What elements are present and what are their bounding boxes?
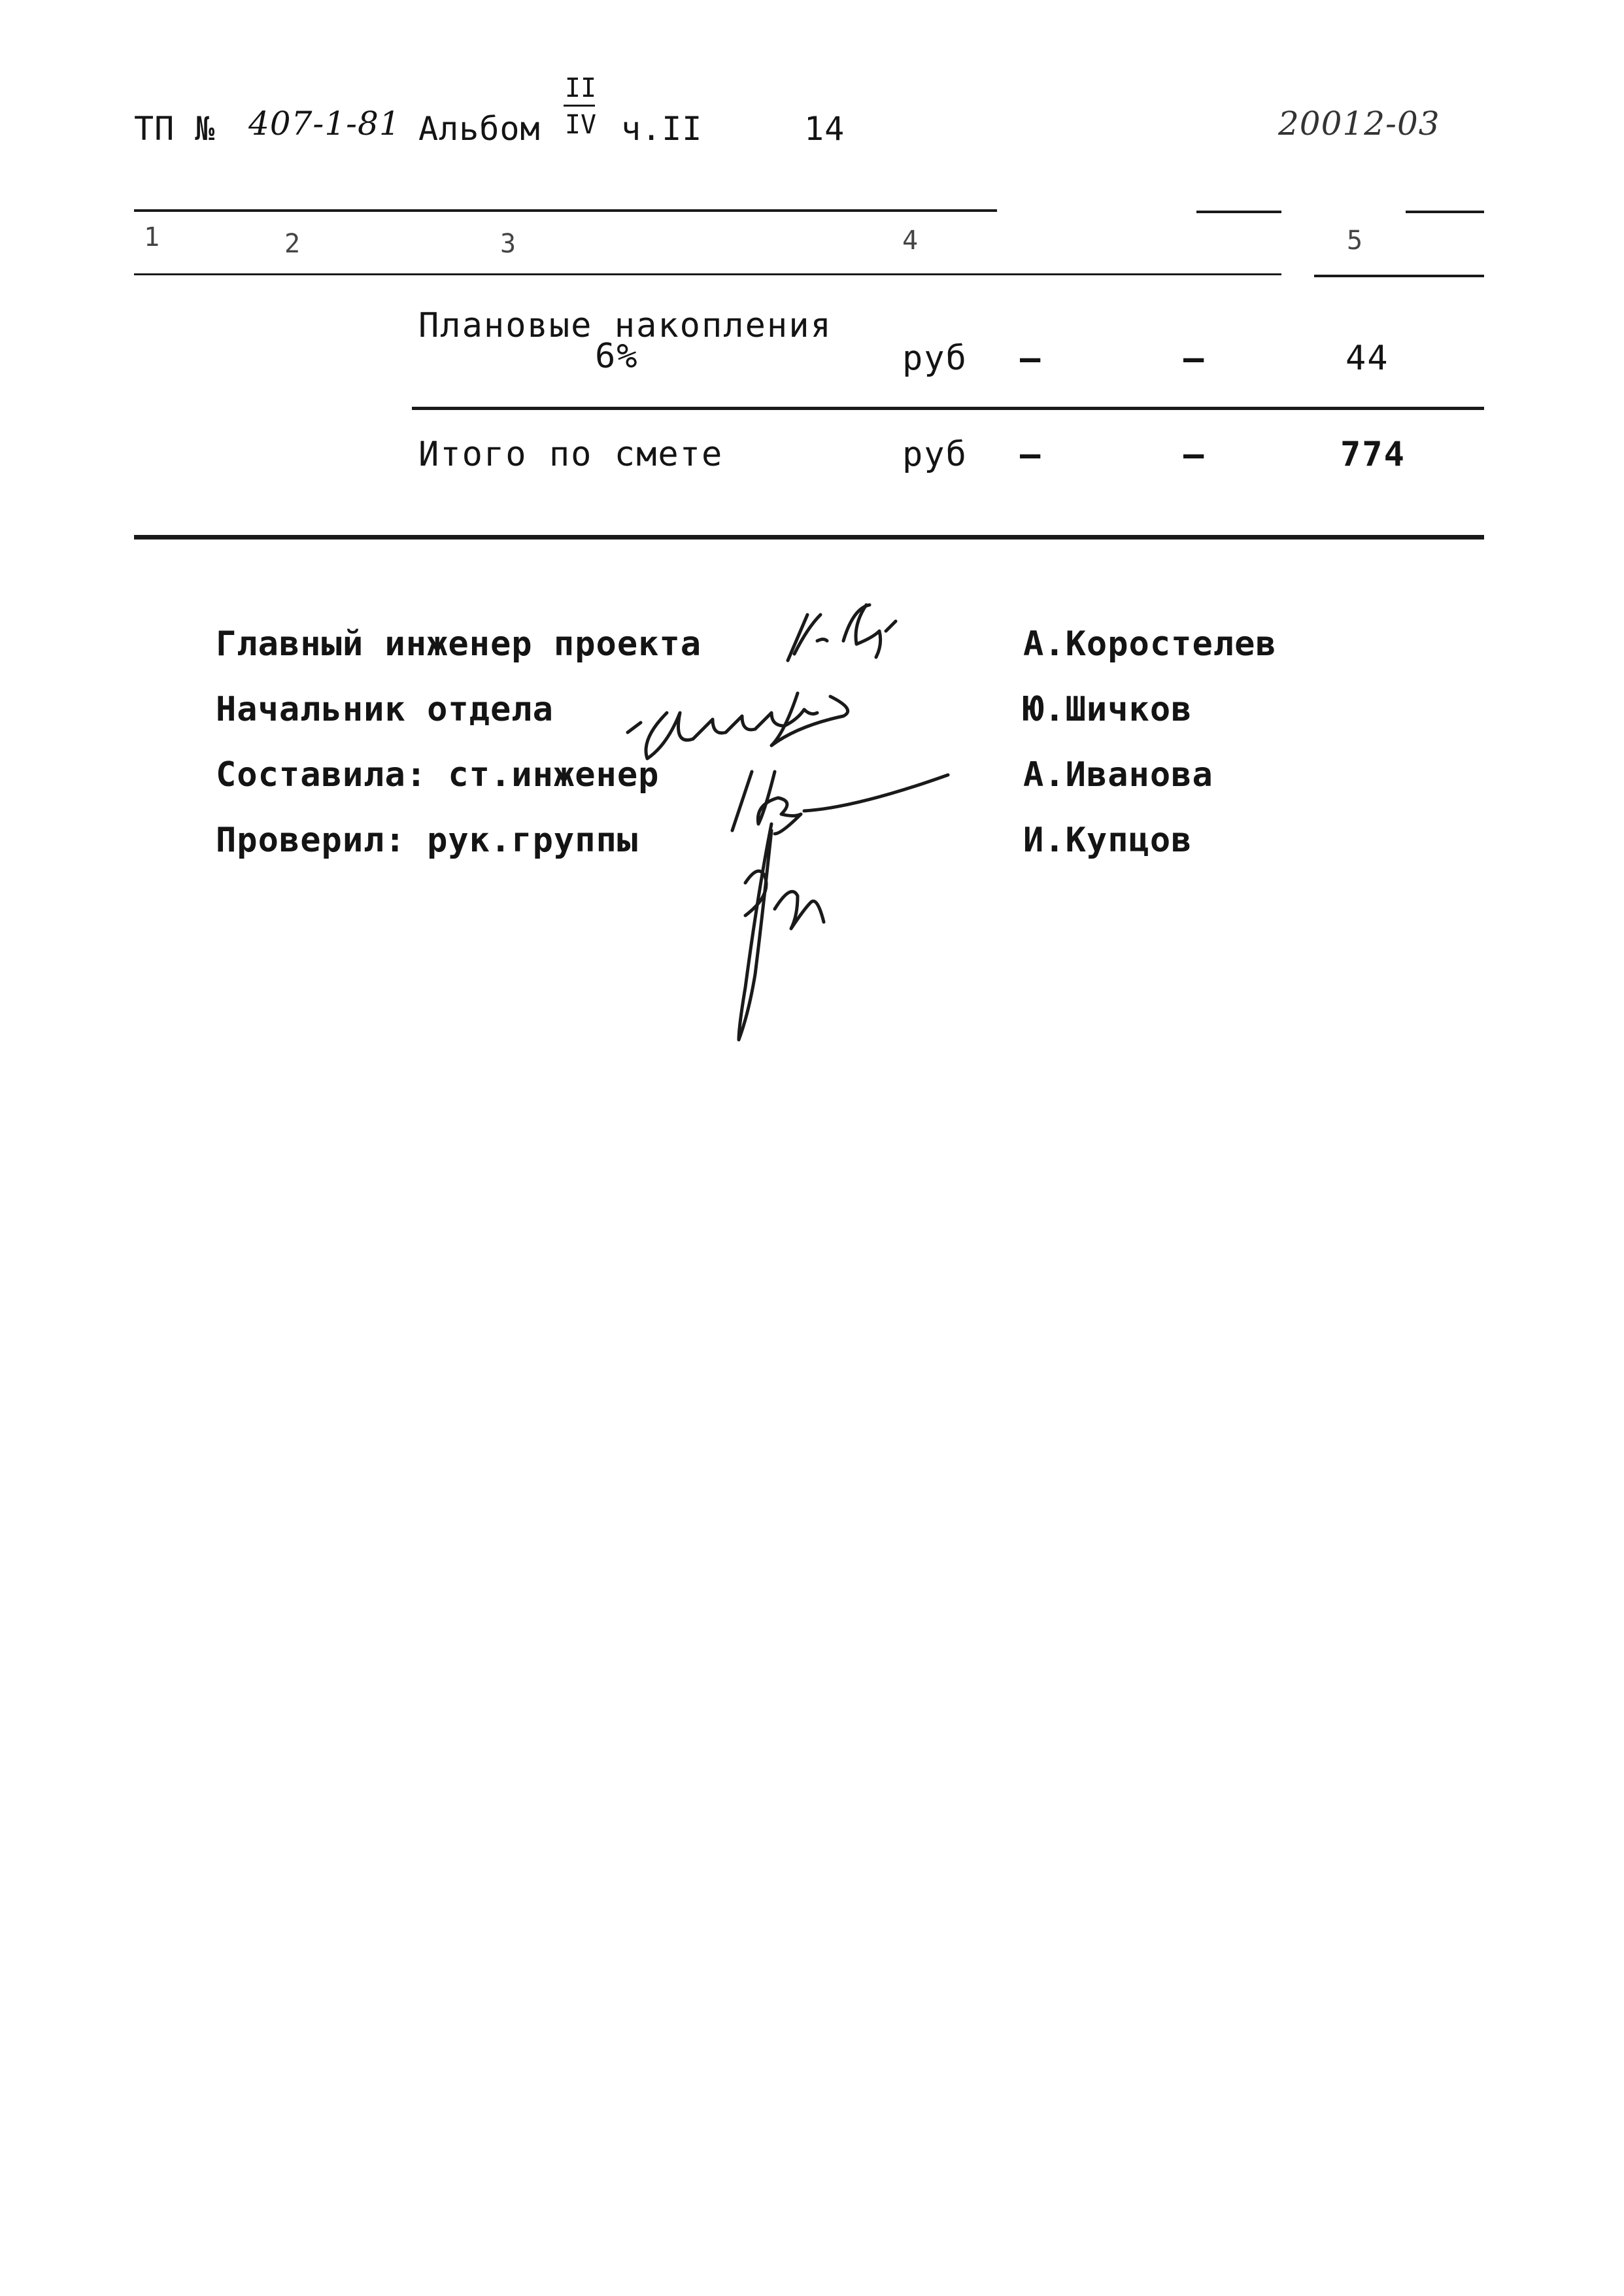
signature-role-compiler: Составила: ст.инженер [216,755,660,795]
header-album-volume-bottom: IV [564,110,597,140]
col-number-5: 5 [1347,226,1363,256]
row2-col-a: – [1020,435,1042,474]
signature-stroke-3 [732,772,948,834]
column-number-rule [134,273,1281,275]
page-number: 14 [804,110,845,148]
header-tp-prefix: ТП № [134,110,216,148]
header-album-volume-top: II [564,73,597,103]
signature-role-department-head: Начальник отдела [216,690,554,729]
column-number-rule-right [1314,275,1484,277]
signature-name-chief-engineer: А.Коростелев [1023,625,1277,664]
document-code: 20012-03 [1278,105,1440,143]
row1-name: Плановые накопления [418,306,832,345]
table-top-rule-1 [134,209,997,212]
row2-col-b: – [1183,435,1206,474]
header-part: ч.II [621,110,703,148]
col-number-1: 1 [144,222,160,252]
row2-name: Итого по смете [418,435,724,474]
table-top-rule-3 [1406,211,1484,213]
signature-stroke-1 [788,605,896,660]
col-number-3: 3 [500,229,516,259]
row1-col-a: – [1020,339,1042,378]
row1-separator [412,407,1484,410]
row2-unit: руб [902,435,968,474]
col-number-2: 2 [284,229,301,259]
header-tp-number: 407-1-81 [248,105,401,143]
signature-stroke-4 [739,824,824,1040]
table-top-rule-2 [1196,211,1281,213]
signature-name-department-head: Ю.Шичков [1023,690,1193,729]
signature-name-group-lead: И.Купцов [1023,821,1193,860]
row1-total: 44 [1345,339,1389,378]
album-fraction-bar [564,105,595,107]
handwritten-signatures-icon [588,602,1046,1059]
col-number-4: 4 [902,226,919,256]
signature-stroke-2 [628,693,848,759]
table-bottom-rule [134,535,1484,540]
signature-role-group-lead: Проверил: рук.группы [216,821,639,860]
header-album-label: Альбом [418,110,541,148]
signature-role-chief-engineer: Главный инженер проекта [216,625,702,664]
signature-name-compiler: А.Иванова [1023,755,1213,795]
row2-total: 774 [1340,435,1406,474]
row1-unit: руб [902,339,968,378]
row1-col-b: – [1183,339,1206,378]
row1-percent: 6% [595,337,639,376]
